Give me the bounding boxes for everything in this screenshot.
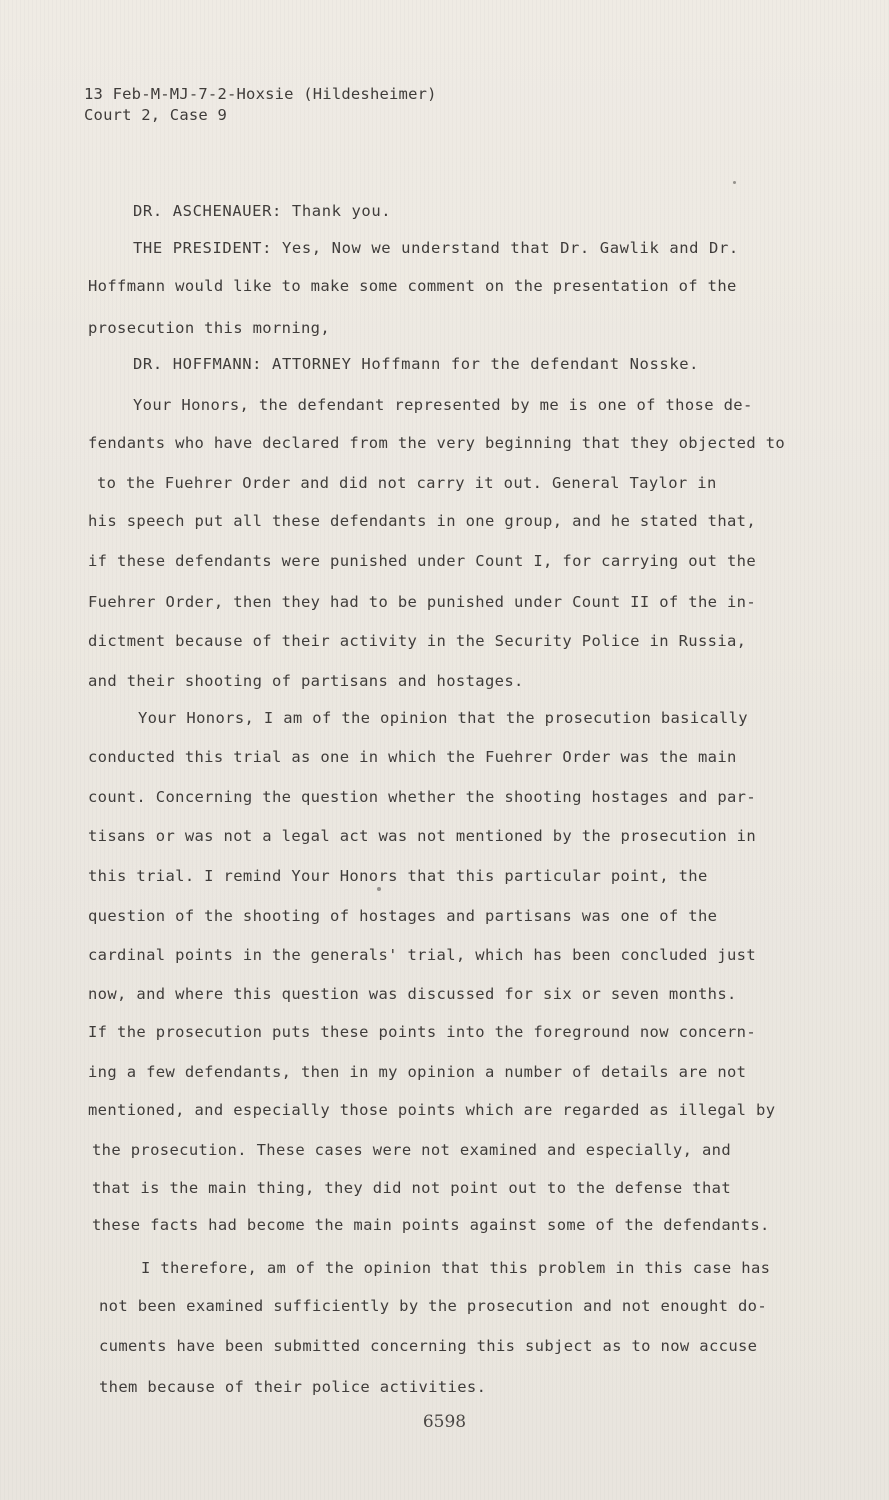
transcript-line: not been examined sufficiently by the prosecution and not enought do-: [99, 1297, 768, 1315]
transcript-line: Your Honors, I am of the opinion that the prosecution basically: [138, 709, 748, 727]
transcript-line: if these defendants were punished under Count I, for carrying out the: [88, 552, 757, 570]
transcript-line: I therefore, am of the opinion that this problem in this case has: [141, 1259, 771, 1277]
transcript-line: this trial. I remind Your Honors that this particular point, the: [88, 867, 708, 885]
transcript-line: and their shooting of partisans and hostages.: [88, 672, 524, 690]
transcript-line: dictment because of their activity in the Security Police in Russia,: [88, 632, 747, 650]
transcript-line: fendants who have declared from the very beginning that they objected to: [88, 434, 786, 452]
header-reference-line: 13 Feb-M-MJ-7-2-Hoxsie (Hildesheimer): [84, 85, 437, 103]
transcript-line: ing a few defendants, then in my opinion a number of details are not: [88, 1063, 747, 1081]
transcript-line: the prosecution. These cases were not examined and especially, and: [92, 1141, 731, 1159]
transcript-line: prosecution this morning,: [88, 319, 331, 337]
document-header: [84, 84, 437, 126]
transcript-line: that is the main thing, they did not point out to the defense that: [92, 1179, 731, 1197]
transcript-line: mentioned, and especially those points which are regarded as illegal by: [88, 1101, 776, 1119]
transcript-line: DR. ASCHENAUER: Thank you.: [133, 202, 392, 220]
transcript-line: DR. HOFFMANN: ATTORNEY Hoffmann for the defendant Nosske.: [133, 355, 700, 373]
transcript-line: them because of their police activities.: [99, 1378, 487, 1396]
paper-speck: [733, 181, 736, 184]
transcript-line: THE PRESIDENT: Yes, Now we understand that Dr. Gawlik and Dr.: [133, 239, 739, 257]
transcript-line: tisans or was not a legal act was not mentioned by the prosecution in: [88, 827, 757, 845]
transcript-line: Hoffmann would like to make some comment on the presentation of the: [88, 277, 737, 295]
transcript-line: Your Honors, the defendant represented by me is one of those de-: [133, 396, 753, 414]
transcript-line: question of the shooting of hostages and partisans was one of the: [88, 907, 718, 925]
transcript-line: to the Fuehrer Order and did not carry it out. General Taylor in: [97, 474, 717, 492]
transcript-line: his speech put all these defendants in one group, and he stated that,: [88, 512, 757, 530]
transcript-line: cuments have been submitted concerning this subject as to now accuse: [99, 1337, 758, 1355]
page-number: 6598: [422, 1412, 467, 1432]
transcript-line: If the prosecution puts these points into the foreground now concern-: [88, 1023, 757, 1041]
transcript-line: conducted this trial as one in which the Fuehrer Order was the main: [88, 748, 737, 766]
transcript-line: count. Concerning the question whether the shooting hostages and par-: [88, 788, 757, 806]
transcript-line: cardinal points in the generals' trial, which has been concluded just: [88, 946, 757, 964]
transcript-line: now, and where this question was discussed for six or seven months.: [88, 985, 737, 1003]
transcript-line: Fuehrer Order, then they had to be punished under Count II of the in-: [88, 593, 757, 611]
paper-speck: [377, 887, 381, 891]
transcript-line: these facts had become the main points against some of the defendants.: [92, 1216, 770, 1234]
header-court-case-line: Court 2, Case 9: [84, 106, 227, 124]
